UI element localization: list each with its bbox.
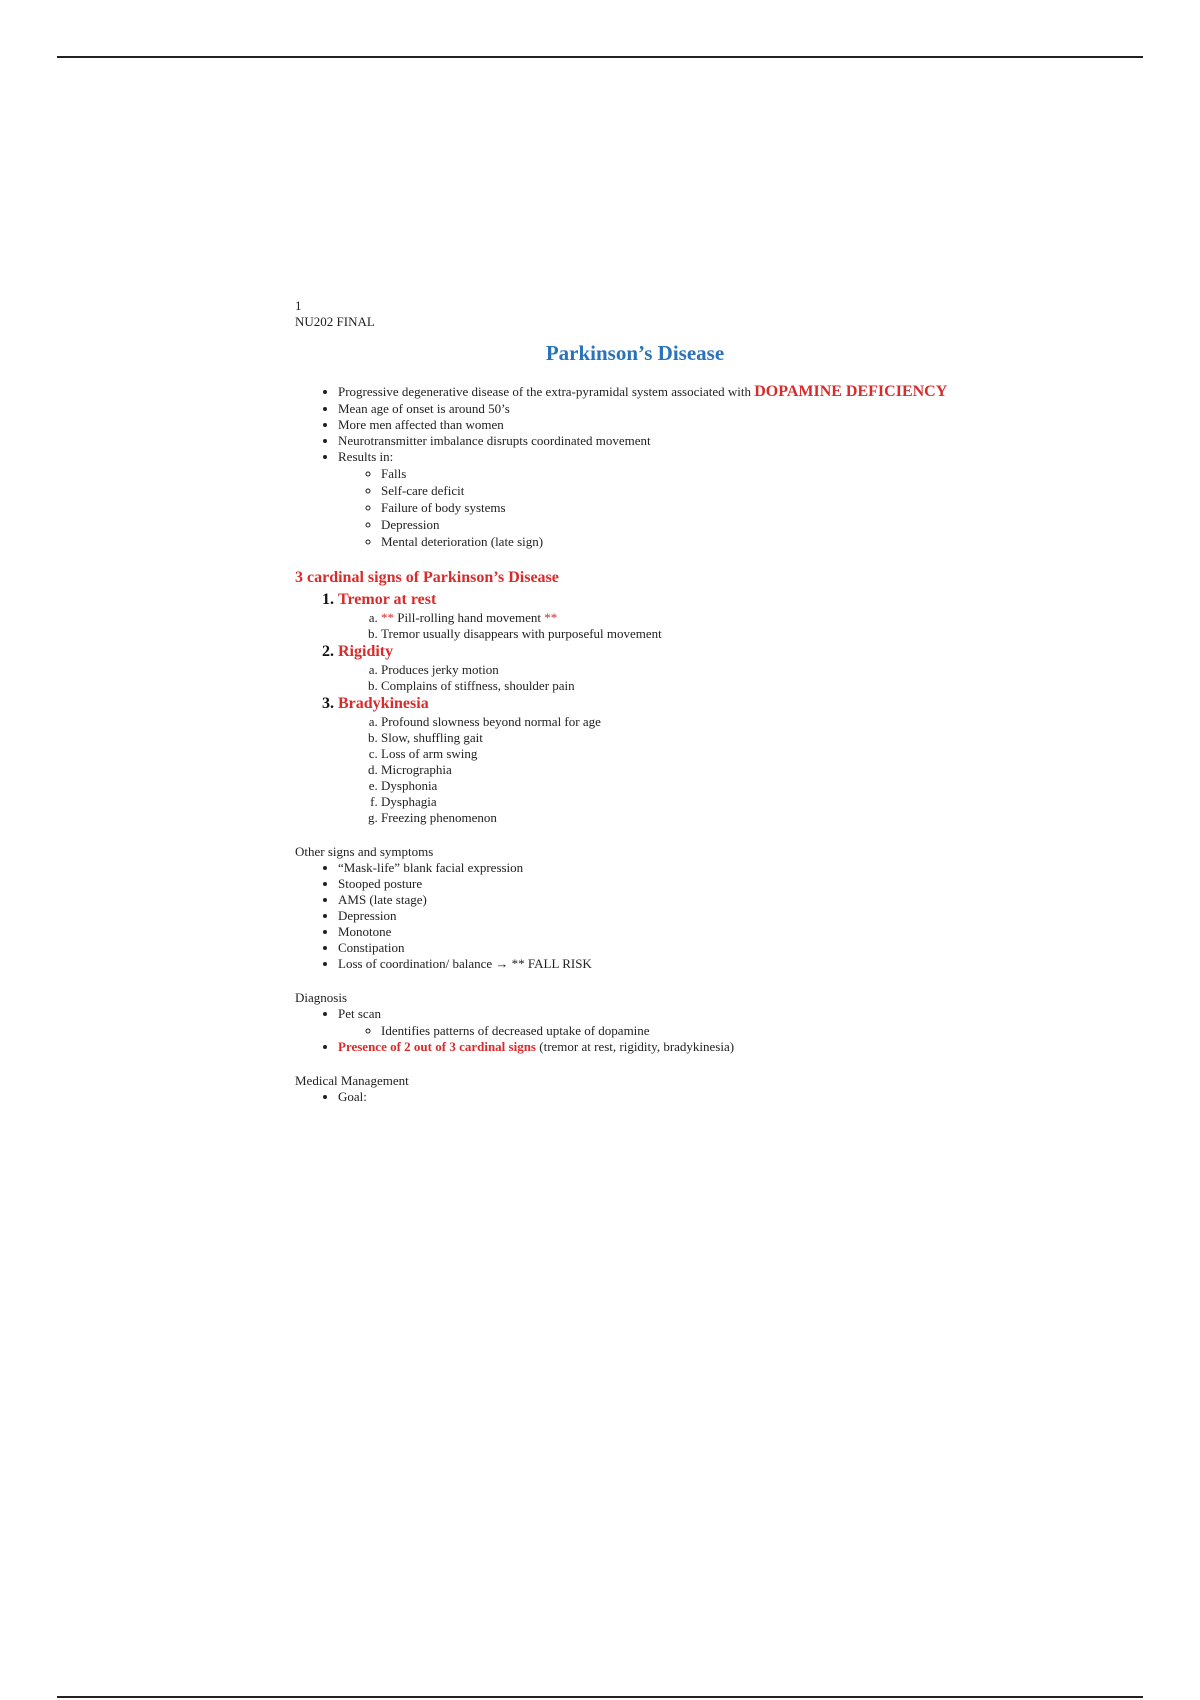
list-item: ◦ Self-care deficit [381, 483, 975, 499]
list-item: • Neurotransmitter imbalance disrupts coordinated movement [338, 433, 975, 449]
top-divider [57, 56, 1143, 58]
list-item: • Depression [338, 908, 975, 924]
list-item: • Loss of coordination/ balance → ** FALL RISK [338, 956, 975, 972]
other-signs-label: Other signs and symptoms [295, 844, 434, 859]
list-item [338, 382, 975, 401]
sign-detail-list [338, 662, 975, 694]
list-item: • “Mask-life” blank facial expression [338, 860, 975, 876]
list-item [338, 1006, 975, 1039]
list-item: ◦ Identifies patterns of decreased uptake of dopamine [381, 1023, 975, 1039]
sign-detail-list [338, 714, 975, 826]
list-item: • Goal: [338, 1089, 975, 1105]
list-item: • Monotone [338, 924, 975, 940]
other-signs-list [295, 860, 975, 972]
cardinal-sign-label: Tremor at rest [338, 591, 437, 608]
list-item: • Stooped posture [338, 876, 975, 892]
sign-detail-list [338, 610, 975, 642]
list-item-text: Pill-rolling hand movement [397, 610, 541, 625]
results-list [338, 466, 975, 550]
list-item: b. Slow, shuffling gait [381, 730, 975, 746]
bottom-divider [57, 1696, 1143, 1698]
cardinal-sign [338, 642, 975, 694]
cardinal-sign-label: Bradykinesia [338, 695, 429, 712]
list-item: a. Profound slowness beyond normal for age [381, 714, 975, 730]
cardinal-signs-heading: 3 cardinal signs of Parkinson’s Disease [295, 569, 559, 586]
list-item: g. Freezing phenomenon [381, 810, 975, 826]
definition-emphasis: DOPAMINE DEFICIENCY [754, 383, 948, 400]
list-item: d. Micrographia [381, 762, 975, 778]
pet-scan-detail-list [338, 1023, 975, 1039]
diagnosis-label: Diagnosis [295, 990, 347, 1005]
page-title: Parkinson’s Disease [545, 341, 725, 365]
list-item: f. Dysphagia [381, 794, 975, 810]
list-item: • AMS (late stage) [338, 892, 975, 908]
intro-list [295, 382, 975, 550]
list-item [338, 1039, 975, 1055]
course-label: NU202 FINAL [295, 314, 375, 329]
list-item: ◦ Mental deterioration (late sign) [381, 534, 975, 550]
list-item: e. Dysphonia [381, 778, 975, 794]
list-item: ◦ Falls [381, 466, 975, 482]
definition-text: Progressive degenerative disease of the extra-pyramidal system associated with [338, 384, 755, 399]
results-label: Results in: [338, 449, 394, 464]
cardinal-sign [338, 694, 975, 826]
pet-scan-label: Pet scan [338, 1006, 381, 1021]
list-item: • More men affected than women [338, 417, 975, 433]
list-item: ◦ Failure of body systems [381, 500, 975, 516]
cardinal-signs-list [295, 590, 975, 826]
list-item: c. Loss of arm swing [381, 746, 975, 762]
emphasis-marker: ** [544, 610, 558, 625]
emphasis-marker: ** [381, 610, 394, 625]
list-item: ◦ Depression [381, 517, 975, 533]
list-item: b. Complains of stiffness, shoulder pain [381, 678, 975, 694]
list-item: • Constipation [338, 940, 975, 956]
list-item [338, 449, 975, 550]
medical-management-list [295, 1089, 975, 1105]
list-item: b. Tremor usually disappears with purposeful movement [381, 626, 975, 642]
diagnosis-emphasis: Presence of 2 out of 3 cardinal signs [338, 1039, 536, 1054]
list-item [381, 610, 975, 626]
cardinal-sign [338, 590, 975, 642]
diagnosis-list [295, 1006, 975, 1055]
list-item: • Mean age of onset is around 50’s [338, 401, 975, 417]
page-number: 1 [295, 298, 302, 313]
list-item: a. Produces jerky motion [381, 662, 975, 678]
medical-management-label: Medical Management [295, 1073, 409, 1088]
diagnosis-detail: (tremor at rest, rigidity, bradykinesia) [536, 1039, 735, 1054]
cardinal-sign-label: Rigidity [338, 643, 394, 660]
document-page [295, 298, 975, 1105]
